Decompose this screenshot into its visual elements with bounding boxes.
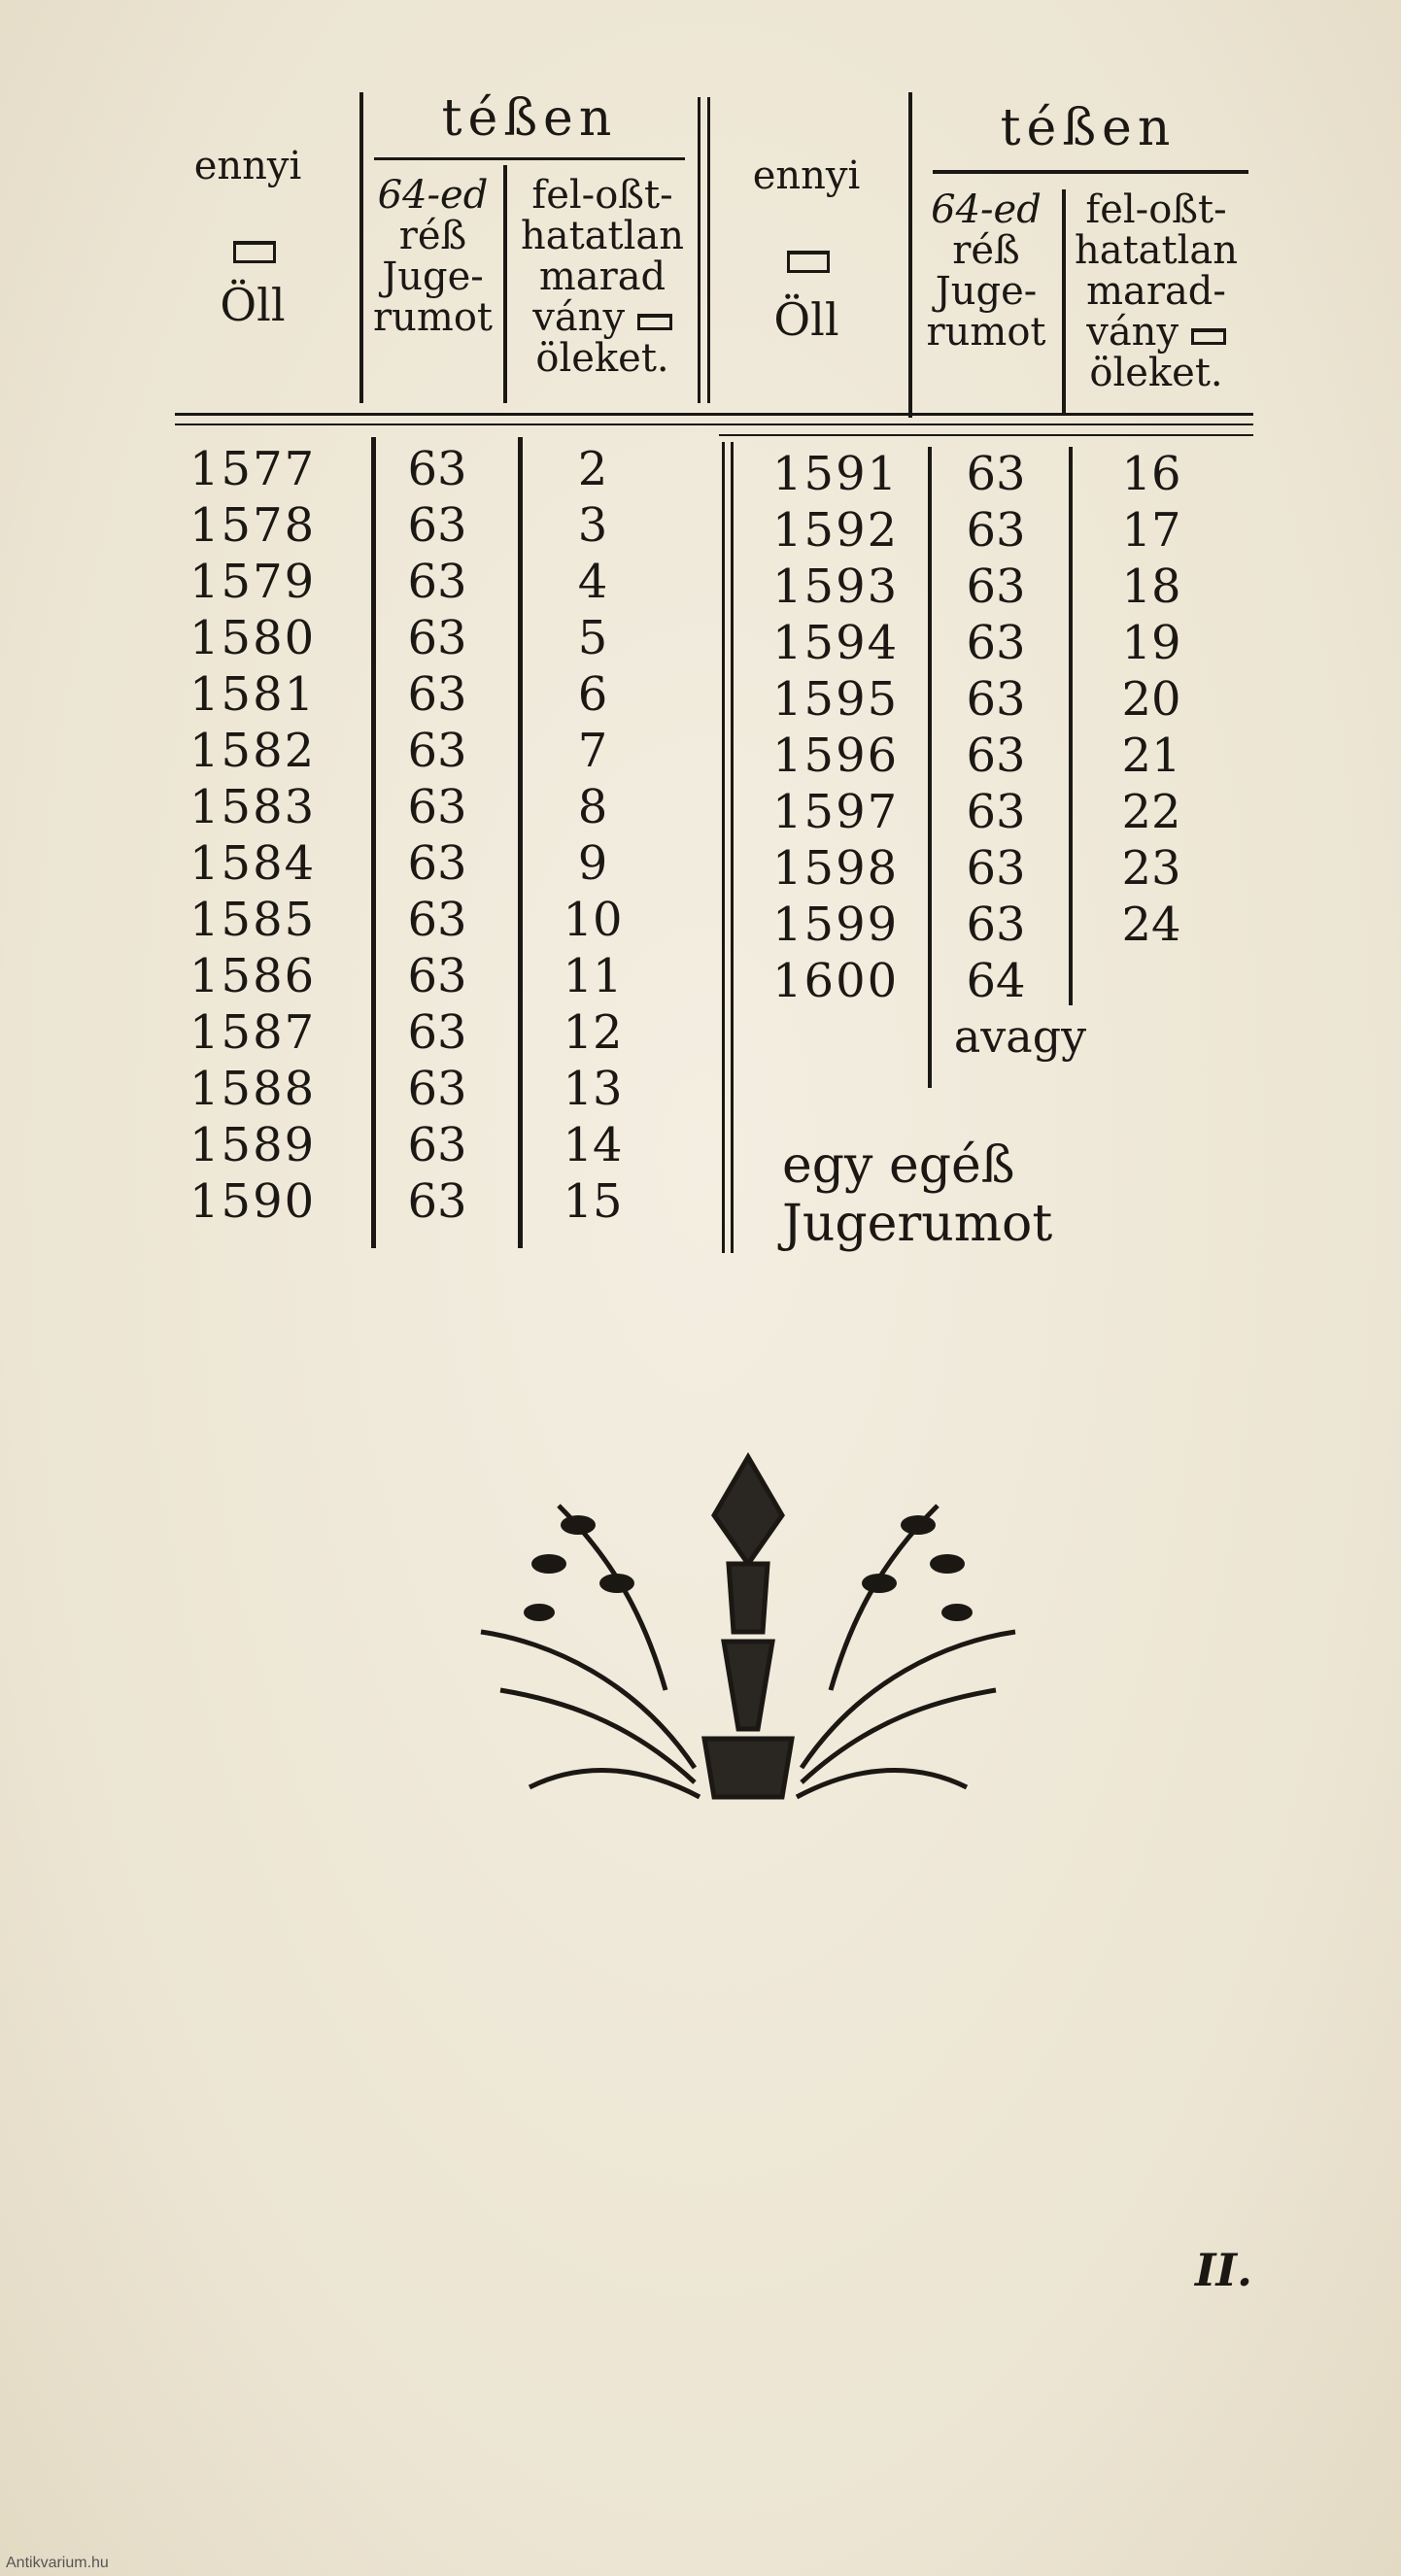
- jugerum-cell: 63: [966, 898, 1026, 952]
- header-separator: [719, 434, 1253, 436]
- jugerum-cell: 63: [966, 672, 1026, 727]
- year-cell: 1580: [189, 611, 317, 665]
- square-symbol-icon: [637, 314, 672, 330]
- jugerum-cell: 63: [966, 785, 1026, 839]
- table-row: [772, 503, 1316, 559]
- jugerum-cell: 63: [407, 555, 467, 609]
- table-row: [772, 785, 1316, 841]
- sub-b-line: öleket.: [535, 336, 669, 381]
- jugerum-cell: 63: [407, 836, 467, 891]
- sub-a-line: Juge-: [935, 269, 1038, 314]
- jugerum-cell: 63: [407, 1062, 467, 1116]
- header-rule: [908, 92, 912, 418]
- table-row: [772, 559, 1316, 616]
- remainder-cell: 17: [1121, 503, 1181, 558]
- year-cell: 1582: [189, 724, 317, 778]
- jugerum-cell: 63: [407, 611, 467, 665]
- table-row: [772, 729, 1316, 785]
- remainder-cell: 7: [577, 724, 608, 778]
- remainder-cell: 23: [1121, 841, 1181, 896]
- right-group-underline: [933, 170, 1248, 174]
- right-sub-b-header: [1069, 189, 1244, 393]
- table-row: [189, 780, 734, 836]
- table-row: [189, 1062, 734, 1118]
- sub-b-line: öleket.: [1089, 351, 1223, 395]
- jugerum-cell: 63: [407, 1118, 467, 1172]
- remainder-cell: 10: [563, 893, 623, 947]
- table-row: [772, 616, 1316, 672]
- left-sub-b-header: [510, 175, 695, 379]
- left-sub-a-header: [367, 175, 498, 338]
- sub-b-text: vány: [1086, 310, 1179, 355]
- square-symbol-icon: [233, 241, 276, 267]
- year-cell: 1592: [772, 503, 900, 558]
- remainder-cell: 12: [563, 1005, 623, 1060]
- sub-b-line: hatatlan: [1074, 228, 1238, 273]
- right-sub-a-header: [918, 189, 1054, 353]
- jugerum-cell: 63: [966, 559, 1026, 614]
- year-cell: 1577: [189, 442, 317, 496]
- table-row: [189, 836, 734, 893]
- jugerum-cell: 63: [407, 1005, 467, 1060]
- year-cell: 1578: [189, 498, 317, 553]
- remainder-cell: 22: [1121, 785, 1181, 839]
- remainder-cell: 5: [577, 611, 608, 665]
- remainder-cell: 18: [1121, 559, 1181, 614]
- footer-watermark: Antikvarium.hu: [6, 2555, 109, 2571]
- jugerum-cell: 63: [407, 498, 467, 553]
- left-oll-header: Öll: [220, 279, 286, 331]
- year-cell: 1587: [189, 1005, 317, 1060]
- whole-jugerum-note: egy egéß Jugerumot: [782, 1136, 1053, 1253]
- year-cell: 1590: [189, 1174, 317, 1229]
- year-cell: 1579: [189, 555, 317, 609]
- header-rule: [698, 97, 700, 403]
- right-group-header: téßen: [1000, 99, 1177, 157]
- year-cell: 1581: [189, 667, 317, 722]
- floral-ornament-icon: [471, 1447, 1025, 1821]
- year-cell: 1583: [189, 780, 317, 834]
- remainder-cell: 13: [563, 1062, 623, 1116]
- header-rule: [1062, 189, 1066, 413]
- year-cell: 1595: [772, 672, 900, 727]
- left-ennyi-header: ennyi: [193, 144, 302, 188]
- table-row: [772, 447, 1316, 503]
- sub-a-line: 64-ed: [377, 173, 489, 218]
- year-cell: 1585: [189, 893, 317, 947]
- jugerum-cell: 63: [407, 724, 467, 778]
- sub-a-line: 64-ed: [931, 187, 1042, 232]
- year-cell: 1596: [772, 729, 900, 783]
- jugerum-cell: 63: [966, 503, 1026, 558]
- table-row: [772, 898, 1316, 954]
- jugerum-cell: 63: [407, 442, 467, 496]
- square-symbol-icon: [787, 251, 830, 277]
- remainder-cell: 14: [563, 1118, 623, 1172]
- sub-a-line: rumot: [373, 295, 493, 340]
- sub-a-line: réß: [952, 228, 1020, 273]
- table-row: [189, 498, 734, 555]
- header-separator: [175, 424, 1253, 425]
- remainder-cell: 16: [1121, 447, 1181, 501]
- table-row: [772, 672, 1316, 729]
- sub-b-line: [510, 297, 695, 338]
- table-row: [189, 555, 734, 611]
- sub-b-line: fel-oßt-: [1085, 187, 1227, 232]
- header-rule: [503, 165, 507, 403]
- jugerum-cell: 63: [407, 893, 467, 947]
- remainder-cell: 2: [577, 442, 608, 496]
- year-cell: 1600: [772, 954, 900, 1008]
- table-row: [189, 1118, 734, 1174]
- jugerum-cell: 63: [966, 729, 1026, 783]
- remainder-cell: 9: [577, 836, 608, 891]
- right-ennyi-header: ennyi: [752, 153, 861, 198]
- year-cell: 1599: [772, 898, 900, 952]
- left-group-underline: [374, 157, 685, 160]
- sub-b-line: [1069, 312, 1244, 353]
- sub-b-line: hatatlan: [520, 214, 684, 258]
- page-signature: II.: [1195, 2244, 1253, 2296]
- header-separator: [175, 413, 1253, 416]
- jugerum-cell: 64: [966, 954, 1026, 1008]
- remainder-cell: 19: [1121, 616, 1181, 670]
- sub-a-line: Juge-: [382, 254, 484, 299]
- jugerum-cell: 63: [966, 616, 1026, 670]
- header-rule: [707, 97, 710, 403]
- year-cell: 1586: [189, 949, 317, 1003]
- jugerum-cell: 63: [966, 447, 1026, 501]
- jugerum-cell: 63: [966, 841, 1026, 896]
- year-cell: 1597: [772, 785, 900, 839]
- year-cell: 1589: [189, 1118, 317, 1172]
- remainder-cell: 15: [563, 1174, 623, 1229]
- year-cell: 1594: [772, 616, 900, 670]
- jugerum-cell: 63: [407, 1174, 467, 1229]
- avagy-text: avagy: [953, 1010, 1087, 1063]
- remainder-cell: 3: [577, 498, 608, 553]
- table-row: [189, 611, 734, 667]
- remainder-cell: 11: [563, 949, 623, 1003]
- year-cell: 1593: [772, 559, 900, 614]
- jugerum-cell: 63: [407, 780, 467, 834]
- remainder-cell: 20: [1121, 672, 1181, 727]
- year-cell: 1598: [772, 841, 900, 896]
- table-row: [772, 841, 1316, 898]
- remainder-cell: 8: [577, 780, 608, 834]
- year-cell: 1584: [189, 836, 317, 891]
- year-cell: 1591: [772, 447, 900, 501]
- sub-b-text: vány: [532, 295, 626, 340]
- sub-b-line: marad: [538, 254, 666, 299]
- square-symbol-icon: [1191, 328, 1226, 345]
- sub-b-line: marad-: [1086, 269, 1226, 314]
- table-row: [772, 954, 1316, 1010]
- right-oll-header: Öll: [773, 293, 839, 346]
- remainder-cell: 4: [577, 555, 608, 609]
- table-row: [189, 893, 734, 949]
- remainder-cell: 6: [577, 667, 608, 722]
- remainder-cell: 21: [1121, 729, 1181, 783]
- table-row: [189, 1174, 734, 1231]
- sub-a-line: rumot: [926, 310, 1046, 355]
- jugerum-cell: 63: [407, 949, 467, 1003]
- sub-a-line: réß: [398, 214, 467, 258]
- remainder-cell: 24: [1121, 898, 1181, 952]
- table-row: [189, 1005, 734, 1062]
- year-cell: 1588: [189, 1062, 317, 1116]
- left-group-header: téßen: [441, 89, 618, 148]
- jugerum-cell: 63: [407, 667, 467, 722]
- header-rule: [359, 92, 363, 403]
- table-row: [189, 724, 734, 780]
- table-row: [189, 949, 734, 1005]
- table-row: [189, 442, 734, 498]
- sub-b-line: fel-oßt-: [531, 173, 673, 218]
- table-row: [189, 667, 734, 724]
